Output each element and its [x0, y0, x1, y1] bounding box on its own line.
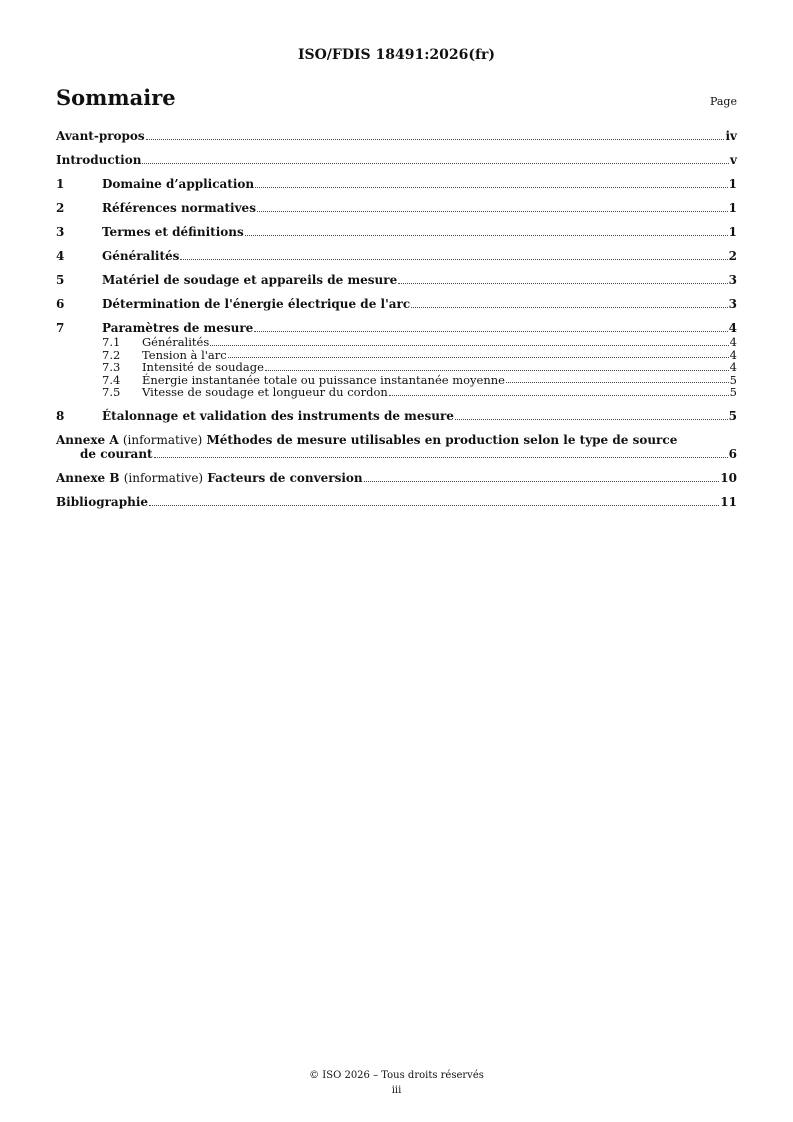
- toc-entry-8[interactable]: [56, 409, 737, 423]
- toc-entry-page: 4: [728, 321, 737, 335]
- toc-entry-page: 1: [728, 225, 737, 239]
- dot-leader: [180, 259, 727, 260]
- toc-entry-4[interactable]: [56, 249, 737, 263]
- dot-leader: [210, 345, 728, 346]
- annex-kind: (informative): [122, 432, 203, 447]
- toc-subentry-number: 7.3: [102, 360, 121, 374]
- annex-a-line-1: [56, 433, 737, 447]
- toc-subentry-page: 5: [729, 372, 737, 387]
- toc-entry-annex-b[interactable]: [56, 471, 737, 485]
- dot-leader: [149, 505, 719, 506]
- toc-subentry-text: Intensité de soudage: [142, 360, 264, 374]
- toc-subentry-7-1[interactable]: [56, 336, 737, 349]
- dot-leader: [254, 331, 727, 332]
- toc-subentry-page: 4: [729, 347, 737, 362]
- toc-subentry-number: 7.2: [102, 347, 121, 362]
- toc-entry-introduction[interactable]: [56, 153, 737, 167]
- page-footer: [0, 1068, 793, 1098]
- toc-entry-text: Références normatives: [102, 201, 256, 215]
- dot-leader: [364, 481, 720, 482]
- dot-leader: [228, 357, 729, 358]
- toc-entry-text: Avant-propos: [56, 129, 145, 143]
- toc-entry-text: Introduction: [56, 153, 142, 167]
- toc-subentry-page: 4: [729, 360, 737, 374]
- toc-subentry-text: Tension à l'arc: [142, 347, 227, 362]
- toc-subentry-page: 4: [729, 335, 737, 349]
- toc-subentry-7-5[interactable]: [56, 386, 737, 399]
- page-column-label: Page: [709, 95, 737, 108]
- dot-leader: [245, 235, 728, 236]
- toc-entry-number: 1: [56, 177, 65, 191]
- toc-entry-number: 5: [56, 273, 65, 287]
- annex-page: 6: [728, 446, 737, 461]
- toc-subentry-7-3[interactable]: [56, 361, 737, 374]
- toc-entry-text: Domaine d’application: [102, 177, 255, 191]
- toc-entry-text: Généralités: [102, 249, 180, 263]
- dot-leader: [411, 307, 727, 308]
- toc-entry-page: 5: [728, 408, 737, 423]
- toc-entry-number: 4: [56, 249, 65, 263]
- toc-entry-text: Paramètres de mesure: [102, 321, 254, 335]
- dot-leader: [257, 211, 728, 212]
- toc-subentries-7: [56, 336, 737, 399]
- dot-leader: [142, 163, 729, 164]
- toc-entry-annex-a[interactable]: [56, 433, 737, 461]
- annex-kind: (informative): [123, 470, 204, 485]
- annex-title-continued: de courant: [80, 446, 153, 461]
- toc-subentry-page: 5: [729, 385, 737, 399]
- dot-leader: [255, 187, 728, 188]
- dot-leader: [398, 283, 727, 284]
- toc-subentry-text: Vitesse de soudage et longueur du cordon: [142, 385, 388, 399]
- toc-entry-page: 11: [720, 494, 737, 509]
- document-header: ISO/FDIS 18491:2026(fr): [297, 47, 496, 63]
- toc-entry-text: Termes et définitions: [102, 225, 244, 239]
- toc-entry-number: 2: [56, 201, 65, 215]
- toc-entry-page: 3: [728, 297, 737, 311]
- toc-entry-number: 6: [56, 297, 65, 311]
- page-number: iii: [391, 1085, 402, 1096]
- toc-entry-page: 3: [728, 273, 737, 287]
- toc-entry-bibliography[interactable]: [56, 495, 737, 509]
- toc-entry-number: 8: [56, 408, 65, 423]
- toc-title-row: [56, 85, 737, 110]
- toc-entry-text: Détermination de l'énergie électrique de l'arc: [102, 297, 411, 311]
- toc-entry-page: 1: [728, 201, 737, 215]
- annex-label: Annexe B: [56, 470, 120, 485]
- toc-entry-number: 3: [56, 225, 65, 239]
- dot-leader: [154, 457, 728, 458]
- toc-entry-1[interactable]: [56, 177, 737, 191]
- toc-subentry-text: Énergie instantanée totale ou puissance instantanée moyenne: [142, 372, 505, 387]
- toc-entry-text: Étalonnage et validation des instruments de mesure: [102, 408, 454, 423]
- annex-label: Annexe A: [56, 432, 119, 447]
- toc-entry-page: 2: [728, 249, 737, 263]
- toc-entry-page: iv: [725, 129, 737, 143]
- toc-entry-2[interactable]: [56, 201, 737, 215]
- dot-leader: [146, 139, 725, 140]
- table-of-contents: [56, 129, 737, 509]
- dot-leader: [389, 395, 729, 396]
- toc-entry-foreword[interactable]: [56, 129, 737, 143]
- copyright-notice: © ISO 2026 – Tous droits réservés: [309, 1070, 484, 1081]
- annex-title: Facteurs de conversion: [207, 470, 363, 485]
- dot-leader: [506, 382, 729, 383]
- toc-entry-text: Bibliographie: [56, 494, 149, 509]
- toc-entry-7[interactable]: [56, 321, 737, 335]
- toc-entry-text: Matériel de soudage et appareils de mesure: [102, 273, 398, 287]
- toc-subentry-number: 7.4: [102, 372, 121, 387]
- toc-entry-page: 1: [728, 177, 737, 191]
- annex-a-line-2: [56, 447, 737, 461]
- dot-leader: [265, 370, 729, 371]
- toc-entry-page: v: [730, 153, 737, 167]
- toc-subentry-number: 7.1: [102, 335, 121, 349]
- toc-entry-6[interactable]: [56, 297, 737, 311]
- toc-subentry-text: Généralités: [142, 335, 210, 349]
- toc-entry-text: [56, 471, 363, 485]
- toc-entry-number: 7: [56, 321, 65, 335]
- toc-entry-3[interactable]: [56, 225, 737, 239]
- toc-entry-5[interactable]: [56, 273, 737, 287]
- toc-subentry-number: 7.5: [102, 385, 121, 399]
- toc-entry-page: 10: [720, 470, 737, 485]
- dot-leader: [455, 419, 728, 420]
- toc-title: Sommaire: [56, 85, 176, 110]
- annex-title: Méthodes de mesure utilisables en production selon le type de source: [206, 432, 678, 447]
